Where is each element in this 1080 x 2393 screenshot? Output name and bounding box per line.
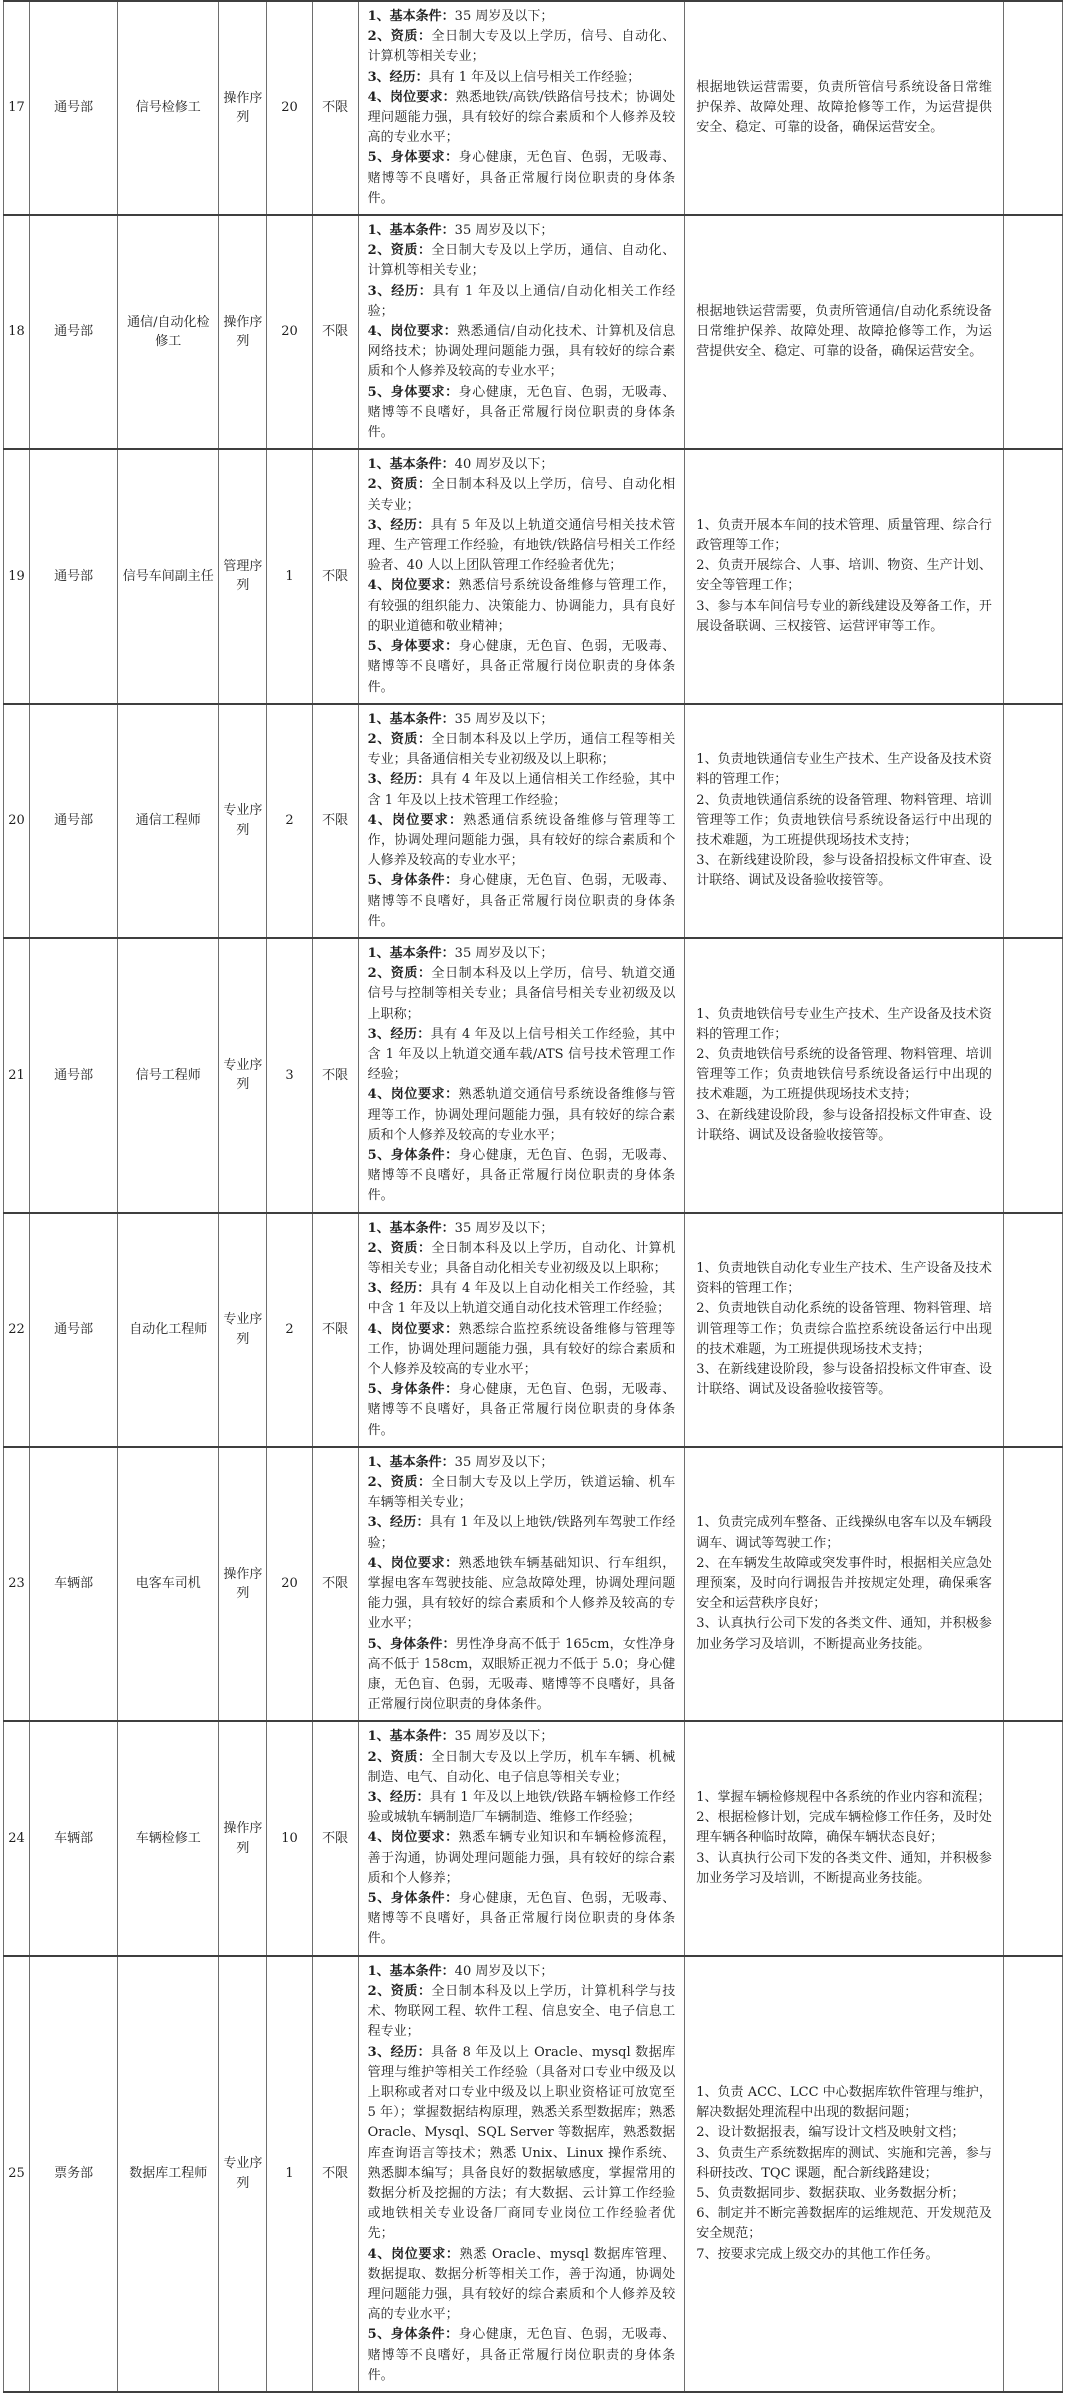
requirement-text: 具有 4 年及以上信号相关工作经验，其中含 1 年及以上轨道交通车载/ATS 信号技术管理工作经验； [367,1026,676,1083]
sequence-cell: 操作序列 [219,1447,267,1722]
requirement-text: 40 周岁及以下； [454,457,554,473]
duty-item: 1、负责 ACC、LCC 中心数据库软件管理与维护，解决数据处理流程中出现的数据问题； [696,2084,992,2121]
duties-cell [685,704,1004,938]
requirement-text: 熟悉地铁/高铁/铁路信号技术；协调处理问题能力强，具有较好的综合素质和个人修养及较高的专业水平； [367,89,676,146]
remarks-cell [1003,1447,1062,1722]
requirement-label: 1、基本条件： [367,1729,455,1745]
table-row [4,215,1063,449]
requirement-text: 35 周岁及以下； [454,711,554,727]
duty-item: 1、负责开展本车间的技术管理、质量管理、综合行政管理等工作； [696,517,992,554]
requirement-item [368,637,676,698]
headcount-cell: 2 [267,1213,312,1447]
requirement-label: 4、岗位要求： [367,1830,459,1846]
duties-cell [685,449,1004,703]
duty-item: 1、负责地铁信号专业生产技术、生产设备及技术资料的管理工作； [696,1006,992,1042]
requirement-label: 5、身体条件： [367,1382,459,1398]
requirement-label: 5、身体要求： [367,639,459,655]
requirement-item [368,148,676,209]
requirement-text: 35 周岁及以下； [454,1454,554,1470]
requirement-item [368,1748,676,1788]
position-cell: 通信工程师 [118,704,219,938]
requirement-item [368,1025,676,1086]
requirement-text: 身心健康，无色盲、色弱，无吸毒、赌博等不良嗜好，具备正常履行岗位职责的身体条件。 [367,639,676,695]
headcount-cell: 2 [267,704,312,938]
requirement-item [368,1380,676,1441]
duties-cell [685,1956,1004,2392]
requirement-text: 熟悉 Oracle、mysql 数据库管理、数据提取、数据分析等相关工作，善于沟通，协调处理问题能力强，具有较好的综合素质和个人修养及较高的专业水平； [367,2246,676,2323]
duty-item: 1、负责地铁通信专业生产技术、生产设备及技术资料的管理工作； [696,752,992,788]
position-cell: 信号车间副主任 [118,449,219,703]
requirement-item [368,811,676,872]
requirement-item [368,1982,676,2043]
position-cell: 数据库工程师 [118,1956,219,2392]
duty-item: 1、掌握车辆检修规程中各系统的作业内容和流程； [696,1790,991,1806]
requirement-label: 3、经历： [367,517,431,533]
requirement-text: 具有 1 年及以上信号相关工作经验； [428,69,641,85]
headcount-cell: 10 [267,1721,312,1955]
position-cell: 信号工程师 [118,938,219,1213]
requirement-item [368,221,676,241]
headcount-cell: 3 [267,938,312,1213]
row-number-cell: 25 [4,1956,30,2392]
department-cell: 通号部 [30,449,118,703]
requirement-text: 具有 1 年及以上地铁/铁路车辆检修工作经验或城轨车辆制造厂车辆制造、维修工作经验； [367,1790,676,1826]
requirement-item [368,241,676,281]
duties-cell [685,1447,1004,1722]
requirement-item [368,68,676,88]
restriction-cell: 不限 [312,1721,358,1955]
requirement-label: 2、资质： [367,477,432,493]
requirement-text: 身心健康，无色盲、色弱，无吸毒、赌博等不良嗜好，具备正常履行岗位职责的身体条件。 [367,2327,676,2383]
requirement-label: 3、经历： [367,772,431,788]
requirement-item [368,871,676,932]
requirement-label: 5、身体要求： [367,384,459,400]
requirement-text: 熟悉地铁车辆基础知识、行车组织，掌握电客车驾驶技能、应急故障处理，协调处理问题能力强，具有较好的综合素质和个人修养及较高的专业水平； [367,1555,676,1632]
table-row [4,1213,1063,1447]
requirement-label: 3、经历： [367,1026,431,1042]
requirement-item [368,1320,676,1381]
row-number-cell: 18 [4,215,30,449]
requirement-text: 具备 8 年及以上 Oracle、mysql 数据库管理与维护等相关工作经验（具备对口专业中级及以上职称或者对口专业中级及以上职业资格证可放宽至 5 年）；掌握数据结构原理，熟悉关系型数据库；熟悉 Oracle、Mysql、SQL Server 等数据库，熟悉数据库查询语言等技术；熟悉 Unix、Linux 操作系统、熟悉脚本编写；具备良好的数据敏感度，掌握常用的数据分析及挖掘的方法；有大数据、云计算工作经验或地铁相关专业设备厂商同专业岗位工作经验者优先； [367,2044,676,2242]
row-number-cell: 20 [4,704,30,938]
position-cell: 通信/自动化检修工 [118,215,219,449]
requirement-label: 4、岗位要求： [367,578,459,594]
duty-item: 2、设计数据报表，编写设计文档及映射文档； [696,2125,965,2141]
duty-item: 1、负责地铁自动化专业生产技术、生产设备及技术资料的管理工作； [696,1260,992,1297]
requirement-label: 4、岗位要求： [367,2246,460,2262]
table-row [4,449,1063,703]
duty-item: 根据地铁运营需要，负责所管通信/自动化系统设备日常维护保养、故障处理、故障抢修等工作，为运营提供安全、稳定、可靠的设备，确保运营安全。 [696,303,992,360]
requirement-item [368,1635,676,1716]
duty-item: 3、在新线建设阶段，参与设备招投标文件审查、设计联络、调试及设备验收接管等。 [696,1107,992,1143]
requirement-label: 2、资质： [367,731,432,747]
requirement-label: 4、岗位要求： [367,89,456,105]
sequence-cell: 专业序列 [219,1213,267,1447]
requirement-label: 5、身体条件： [367,1891,459,1907]
requirement-item [368,1727,676,1747]
restriction-cell: 不限 [312,704,358,938]
position-cell: 自动化工程师 [118,1213,219,1447]
restriction-cell: 不限 [312,1213,358,1447]
position-cell: 电客车司机 [118,1447,219,1722]
remarks-cell [1003,1213,1062,1447]
requirement-item [368,322,676,383]
requirements-cell [358,1721,685,1955]
requirement-item [368,576,676,637]
requirement-label: 3、经历： [367,2044,432,2060]
requirement-label: 3、经历： [367,69,429,85]
requirement-label: 1、基本条件： [367,1963,455,1979]
position-cell: 车辆检修工 [118,1721,219,1955]
requirement-text: 35 周岁及以下； [454,945,554,961]
recruitment-table [3,0,1063,2393]
requirement-item [368,2325,676,2386]
requirement-text: 全日制本科及以上学历，通信工程等相关专业；具备通信相关专业初级及以上职称； [367,731,676,768]
requirement-label: 2、资质： [367,966,432,982]
requirement-text: 熟悉轨道交通信号系统设备维修与管理等工作，协调处理问题能力强，具有较好的综合素质和个人修养及较高的专业水平； [367,1087,676,1143]
department-cell: 车辆部 [30,1447,118,1722]
requirement-text: 全日制本科及以上学历，自动化、计算机等相关专业；具备自动化相关专业初级及以上职称； [367,1240,676,1276]
duty-item: 2、负责地铁通信系统的设备管理、物料管理、培训管理等工作；负责地铁信号系统设备运行中出现的技术难题，为工班提供现场技术支持； [696,792,992,848]
requirement-label: 2、资质： [367,1240,432,1256]
remarks-cell [1003,449,1062,703]
row-number-cell: 24 [4,1721,30,1955]
duty-item: 3、在新线建设阶段，参与设备招投标文件审查、设计联络、调试及设备验收接管等。 [696,853,992,889]
requirement-text: 全日制大专及以上学历，信号、自动化、计算机等相关专业； [367,29,676,65]
requirement-text: 35 周岁及以下； [454,1220,554,1236]
requirement-item [368,710,676,730]
requirement-item [368,27,676,67]
row-number-cell: 21 [4,938,30,1213]
headcount-cell: 20 [267,215,312,449]
requirement-item [368,1828,676,1889]
requirement-text: 身心健康，无色盲、色弱，无吸毒、赌博等不良嗜好，具备正常履行岗位职责的身体条件。 [367,1147,676,1204]
requirement-text: 熟悉通信系统设备维修与管理等工作，协调处理问题能力强，具有较好的综合素质和个人修养及较高的专业水平； [367,812,676,869]
requirement-text: 身心健康，无色盲、色弱，无吸毒、赌博等不良嗜好，具备正常履行岗位职责的身体条件。 [367,384,676,441]
requirement-item [368,2245,676,2326]
duty-item: 2、根据检修计划，完成车辆检修工作任务，及时处理车辆各种临时故障，确保车辆状态良好； [696,1810,992,1846]
requirement-label: 4、岗位要求： [367,1087,459,1103]
remarks-cell [1003,1956,1062,2392]
requirement-item [368,2043,676,2245]
sequence-cell: 管理序列 [219,449,267,703]
requirement-item [368,1085,676,1146]
requirement-label: 2、资质： [367,1983,432,1999]
duty-item: 7、按要求完成上级交办的其他工作任务。 [696,2246,939,2262]
requirement-label: 2、资质： [367,243,432,259]
headcount-cell: 20 [267,1,312,215]
requirement-label: 5、身体条件： [367,1147,459,1163]
department-cell: 车辆部 [30,1721,118,1955]
requirement-item [368,1889,676,1950]
duty-item: 2、负责地铁信号系统的设备管理、物料管理、培训管理等工作；负责地铁信号系统设备运行中出现的技术难题，为工班提供现场技术支持； [696,1046,992,1103]
duty-item: 3、认真执行公司下发的各类文件、通知，并积极参加业务学习及培训，不断提高业务技能。 [696,1850,992,1886]
table-row [4,938,1063,1213]
requirement-item [368,383,676,444]
requirement-item [368,475,676,515]
duties-cell [685,938,1004,1213]
requirement-text: 全日制大专及以上学历，通信、自动化、计算机等相关专业； [367,243,676,279]
remarks-cell [1003,938,1062,1213]
requirement-text: 具有 1 年及以上地铁/铁路列车驾驶工作经验； [367,1515,676,1551]
requirement-label: 1、基本条件： [367,223,455,239]
requirement-label: 1、基本条件： [367,1454,455,1470]
duties-cell [685,1721,1004,1955]
requirement-text: 具有 5 年及以上轨道交通信号相关技术管理、生产管理工作经验，有地铁/铁路信号相关工作经验者、40 人以上团队管理工作经验者优先； [367,517,676,574]
requirement-item [368,1513,676,1553]
requirement-item [368,7,676,27]
sequence-cell: 操作序列 [219,1721,267,1955]
requirement-text: 身心健康，无色盲、色弱，无吸毒、赌博等不良嗜好，具备正常履行岗位职责的身体条件。 [367,1891,676,1947]
requirement-text: 熟悉通信/自动化技术、计算机及信息网络技术；协调处理问题能力强，具有较好的综合素质和个人修养及较高的专业水平； [367,324,676,380]
requirement-text: 全日制本科及以上学历，计算机科学与技术、物联网工程、软件工程、信息安全、电子信息工程专业； [367,1983,676,2040]
requirement-text: 具有 4 年及以上自动化相关工作经验，其中含 1 年及以上轨道交通自动化技术管理工作经验； [367,1281,676,1317]
restriction-cell: 不限 [312,1,358,215]
department-cell: 通号部 [30,704,118,938]
requirement-item [368,770,676,810]
requirement-label: 3、经历： [367,1281,431,1297]
requirement-text: 全日制大专及以上学历，铁道运输、机车车辆等相关专业； [367,1475,676,1511]
table-row [4,1721,1063,1955]
requirements-cell [358,1956,685,2392]
sequence-cell: 专业序列 [219,1956,267,2392]
requirements-cell [358,1447,685,1722]
duty-item: 3、负责生产系统数据库的测试、实施和完善，参与科研技改、TQC 课题，配合新线路建设； [696,2145,992,2181]
requirement-label: 5、身体条件： [367,2327,459,2343]
requirement-text: 身心健康，无色盲、色弱，无吸毒、赌博等不良嗜好，具备正常履行岗位职责的身体条件。 [367,1382,676,1438]
requirements-cell [358,1213,685,1447]
requirement-label: 1、基本条件： [367,711,455,727]
duty-item: 2、在车辆发生故障或突发事件时，根据相关应急处理预案，及时向行调报告并按规定处理，确保乘客安全和运营秩序良好； [696,1555,992,1612]
requirement-item [368,1788,676,1828]
requirement-item [368,730,676,770]
remarks-cell [1003,1721,1062,1955]
row-number-cell: 23 [4,1447,30,1722]
requirement-item [368,1554,676,1635]
requirements-cell [358,215,685,449]
requirement-label: 1、基本条件： [367,1220,455,1236]
sequence-cell: 操作序列 [219,215,267,449]
requirement-text: 熟悉车辆专业知识和车辆检修流程，善于沟通，协调处理问题能力强，具有较好的综合素质和个人修养； [367,1830,676,1886]
requirement-label: 4、岗位要求： [367,812,464,828]
duty-item: 3、认真执行公司下发的各类文件、通知，并积极参加业务学习及培训，不断提高业务技能。 [696,1616,992,1652]
department-cell: 通号部 [30,1,118,215]
restriction-cell: 不限 [312,215,358,449]
requirements-cell [358,938,685,1213]
duty-item: 3、在新线建设阶段，参与设备招投标文件审查、设计联络、调试及设备验收接管等。 [696,1362,992,1398]
requirement-label: 5、身体条件： [367,1636,456,1652]
requirement-text: 男性净身高不低于 165cm，女性净身高不低于 158cm，双眼矫正视力不低于 5.0；身心健康，无色盲、色弱，无吸毒、赌博等不良嗜好，具备正常履行岗位职责的身体条件。 [367,1636,676,1713]
duties-cell [685,215,1004,449]
requirement-label: 2、资质： [367,1749,432,1765]
requirement-text: 35 周岁及以下； [454,9,554,24]
requirement-label: 1、基本条件： [367,457,455,473]
remarks-cell [1003,215,1062,449]
requirement-item [368,1453,676,1473]
requirements-cell [358,449,685,703]
table-row [4,1956,1063,2392]
row-number-cell: 22 [4,1213,30,1447]
duty-item: 根据地铁运营需要，负责所管信号系统设备日常维护保养、故障处理、故障抢修等工作，为运营提供安全、稳定、可靠的设备，确保运营安全。 [696,79,992,136]
requirement-item [368,1962,676,1982]
department-cell: 票务部 [30,1956,118,2392]
requirement-item [368,88,676,149]
position-cell: 信号检修工 [118,1,219,215]
restriction-cell: 不限 [312,1447,358,1722]
requirement-label: 4、岗位要求： [367,1321,459,1337]
requirement-item [368,455,676,475]
requirement-text: 35 周岁及以下； [454,1729,554,1745]
table-body [4,1,1063,2392]
duty-item: 1、负责完成列车整备、正线操纵电客车以及车辆段调车、调试等驾驶工作； [696,1515,992,1551]
headcount-cell: 1 [267,449,312,703]
requirement-label: 4、岗位要求： [367,1555,459,1571]
sequence-cell: 专业序列 [219,704,267,938]
department-cell: 通号部 [30,215,118,449]
requirement-text: 35 周岁及以下； [454,223,554,239]
duty-item: 3、参与本车间信号专业的新线建设及筹备工作，开展设备联调、三权接管、运营评审等工作。 [696,598,992,634]
remarks-cell [1003,1,1062,215]
duty-item: 2、负责地铁自动化系统的设备管理、物料管理、培训管理等工作；负责综合监控系统设备运行中出现的技术难题，为工班提供现场技术支持； [696,1301,992,1357]
requirement-label: 3、经历： [367,1515,430,1531]
requirement-text: 全日制大专及以上学历，机车车辆、机械制造、电气、自动化、电子信息等相关专业； [367,1749,676,1785]
requirement-label: 5、身体要求： [367,150,459,166]
requirement-item [368,1239,676,1279]
requirement-text: 具有 4 年及以上通信相关工作经验，其中含 1 年及以上技术管理工作经验； [367,772,676,808]
duty-item: 6、制定并不断完善数据库的运维规范、开发规范及安全规范； [696,2206,992,2242]
table-row [4,704,1063,938]
requirement-item [368,516,676,577]
requirement-label: 2、资质： [367,29,432,45]
requirement-label: 3、经历： [367,1790,430,1806]
restriction-cell: 不限 [312,449,358,703]
headcount-cell: 1 [267,1956,312,2392]
duties-cell [685,1213,1004,1447]
requirement-item [368,1146,676,1207]
requirement-label: 3、经历： [367,283,433,299]
restriction-cell: 不限 [312,1956,358,2392]
requirement-text: 全日制本科及以上学历，信号、自动化相关专业； [367,477,676,513]
requirement-item [368,1473,676,1513]
headcount-cell: 20 [267,1447,312,1722]
requirement-label: 1、基本条件： [367,9,455,24]
requirement-text: 身心健康，无色盲、色弱，无吸毒、赌博等不良嗜好，具备正常履行岗位职责的身体条件。 [367,873,676,929]
requirements-cell [358,704,685,938]
restriction-cell: 不限 [312,938,358,1213]
requirement-label: 5、身体条件： [367,873,459,889]
requirement-item [368,1279,676,1319]
department-cell: 通号部 [30,938,118,1213]
requirement-text: 40 周岁及以下； [454,1963,554,1979]
duty-item: 2、负责开展综合、人事、培训、物资、生产计划、安全等管理工作； [696,558,992,594]
requirement-item [368,1219,676,1239]
requirement-item [368,944,676,964]
row-number-cell: 19 [4,449,30,703]
requirement-text: 熟悉综合监控系统设备维修与管理等工作，协调处理问题能力强，具有较好的综合素质和个人修养及较高的专业水平； [367,1321,676,1377]
requirement-text: 全日制本科及以上学历，信号、轨道交通信号与控制等相关专业；具备信号相关专业初级及以上职称； [367,966,676,1022]
remarks-cell [1003,704,1062,938]
table-row [4,1,1063,215]
department-cell: 通号部 [30,1213,118,1447]
requirement-text: 具有 1 年及以上通信/自动化相关工作经验； [367,283,676,319]
requirement-text: 身心健康，无色盲、色弱，无吸毒、赌博等不良嗜好，具备正常履行岗位职责的身体条件。 [367,150,676,206]
sequence-cell: 专业序列 [219,938,267,1213]
duties-cell [685,1,1004,215]
requirement-label: 2、资质： [367,1475,432,1491]
requirements-cell [358,1,685,215]
row-number-cell: 17 [4,1,30,215]
sequence-cell: 操作序列 [219,1,267,215]
requirement-item [368,282,676,322]
duty-item: 5、负责数据同步、数据获取、业务数据分析； [696,2185,965,2201]
requirement-label: 1、基本条件： [367,945,455,961]
table-row [4,1447,1063,1722]
requirement-item [368,964,676,1025]
requirement-text: 熟悉信号系统设备维修与管理工作，有较强的组织能力、决策能力、协调能力，具有良好的职业道德和敬业精神； [367,578,676,634]
requirement-label: 4、岗位要求： [367,324,458,340]
